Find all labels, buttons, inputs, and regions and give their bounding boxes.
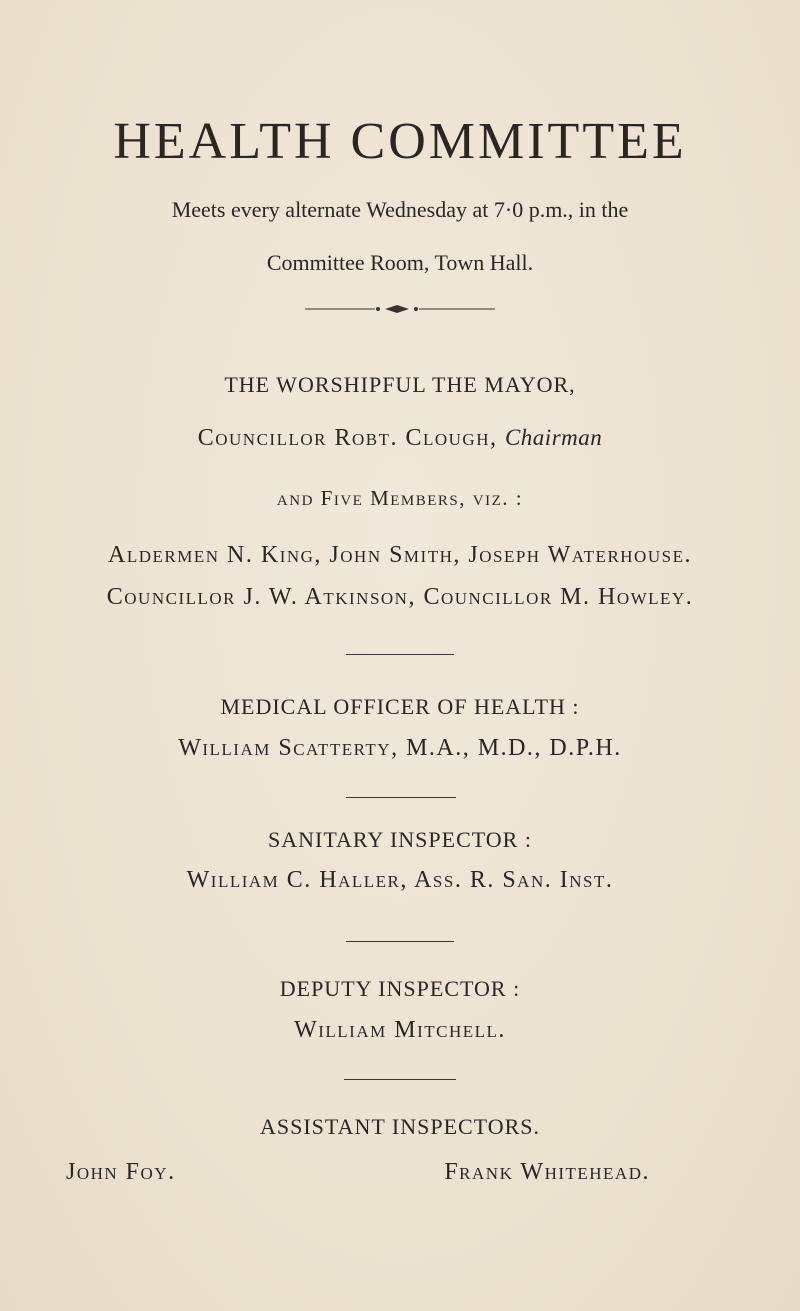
chairman-name: Councillor Robt. Clough,	[197, 425, 505, 451]
sanitary-inspector-name: William C. Haller, Ass. R. San. Inst.	[186, 867, 614, 893]
medical-officer-heading: MEDICAL OFFICER OF HEALTH :	[220, 694, 580, 719]
ornament-divider	[305, 303, 495, 315]
medical-officer-name: William Scatterty, M.A., M.D., D.P.H.	[178, 735, 622, 761]
section-divider	[346, 797, 456, 798]
deputy-inspector-heading: DEPUTY INSPECTOR :	[279, 976, 521, 1001]
members-line-1: Aldermen N. King, John Smith, Joseph Waterhouse.	[108, 542, 692, 568]
assistant-inspector-right: Frank Whitehead.	[444, 1159, 650, 1185]
meeting-schedule-line-2: Committee Room, Town Hall.	[266, 250, 534, 275]
chairman-role: Chairman	[504, 425, 603, 450]
page-title: HEALTH COMMITTEE	[113, 113, 687, 170]
members-intro: and Five Members, viz. :	[276, 486, 524, 510]
deputy-inspector-name: William Mitchell.	[294, 1017, 506, 1043]
section-divider	[346, 941, 454, 942]
sanitary-inspector-heading: SANITARY INSPECTOR :	[268, 827, 532, 852]
mayor-line: THE WORSHIPFUL THE MAYOR,	[224, 372, 576, 397]
meeting-schedule-line-1: Meets every alternate Wednesday at 7·0 p.m., in the	[171, 197, 629, 222]
section-divider	[346, 654, 454, 655]
section-divider	[344, 1079, 456, 1080]
members-line-2: Councillor J. W. Atkinson, Councillor M. Howley.	[106, 584, 694, 610]
chairman-line	[0, 424, 800, 452]
assistant-inspector-left: John Foy.	[66, 1159, 176, 1185]
assistant-inspectors-heading: ASSISTANT INSPECTORS.	[259, 1114, 541, 1139]
